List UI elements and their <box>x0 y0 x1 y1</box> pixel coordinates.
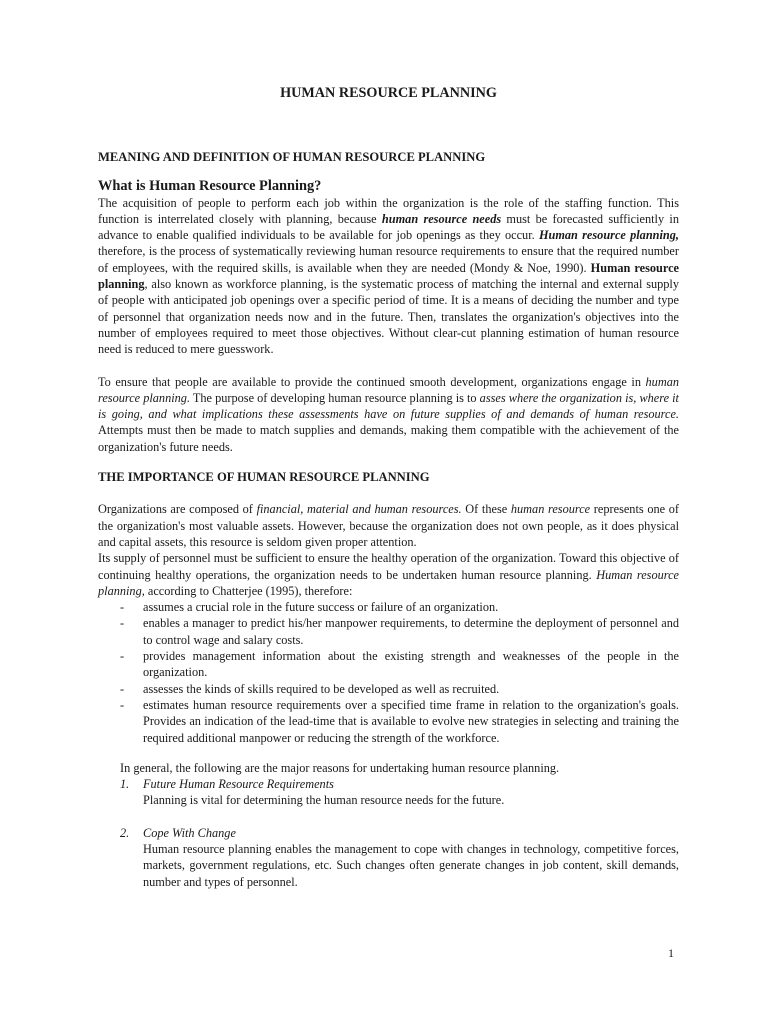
page-number: 1 <box>668 946 674 960</box>
list-item: - assesses the kinds of skills required to be developed as well as recruited. <box>120 681 500 696</box>
paragraph-organizations: Organizations are composed of financial, material and human resources. Of these human resource represents one of the organization's most valuable assets. However, because the organization does not own people, as it does physical and capital assets, this resource is seldom given proper attention. <box>98 502 680 549</box>
reason-title: Cope With Change <box>143 825 236 840</box>
paragraph-supply-of-personnel: Its supply of personnel must be sufficient to ensure the healthy operation of the organization. Toward this objective of continuing healthy operations, the organization needs to be undertaken human resource planning. Human resource planning, according to Chatterjee (1995), therefore: <box>98 551 679 598</box>
list-item: - enables a manager to predict his/her manpower requirements, to determine the deployment of personnel and to control wage and salary costs. <box>120 616 679 647</box>
reason-item-2: 2. Cope With Change Human resource planning enables the management to cope with changes in technology, competitive forces, markets, government regulations, etc. Such changes often generate changes in job content, skill demands, number and types of personnel. <box>120 825 679 889</box>
importance-bullet-list <box>98 599 679 746</box>
list-item: - provides management information about the existing strength and weaknesses of the people in the organization. <box>120 649 679 680</box>
section-heading-meaning: MEANING AND DEFINITION OF HUMAN RESOURCE PLANNING <box>98 150 486 164</box>
reason-body: Human resource planning enables the management to cope with changes in technology, competitive forces, markets, government regulations, etc. Such changes often generate changes in job content, skill demands, number and types of personnel. <box>143 841 679 889</box>
section-heading-importance: THE IMPORTANCE OF HUMAN RESOURCE PLANNING <box>98 470 430 485</box>
list-item: - estimates human resource requirements over a specified time frame in relation to the organization's goals. Provides an indication of the lead-time that is available to evolve new strategies in selecting and training the required additional manpower or reducing the strength of the workforce. <box>120 697 679 745</box>
reason-body: Planning is vital for determining the human resource needs for the future. <box>143 793 505 808</box>
list-item: - assumes a crucial role in the future success or failure of an organization. <box>120 600 499 615</box>
reason-item-1: 1. Future Human Resource Requirements Planning is vital for determining the human resource needs for the future. <box>98 776 679 809</box>
subheading-what-is-hrp: What is Human Resource Planning? <box>98 178 322 195</box>
reasons-intro: In general, the following are the major reasons for undertaking human resource planning. <box>120 760 560 775</box>
page-content <box>98 84 679 890</box>
document-title: HUMAN RESOURCE PLANNING <box>280 85 497 101</box>
paragraph-purpose: To ensure that people are available to provide the continued smooth development, organizations engage in human resource planning. The purpose of developing human resource planning is to asses where the organization is, where it is going, and what implications these assessments have on future supplies of and demands of human resource. Attempts must then be made to match supplies and demands, making them compatible with the achievement of the organization's future needs. <box>98 374 679 454</box>
paragraph-definition: The acquisition of people to perform each job within the organization is the role of the staffing function. This function is interrelated closely with planning, because human resource needs must be forecasted sufficiently in advance to enable qualified individuals to be available for job openings as they occur. Human resource planning, therefore, is the process of systematically reviewing human resource requirements to ensure that the required number of employees, with the required skills, is available when they are needed (Mondy & Noe, 1990). Human resource planning, also known as workforce planning, is the systematic process of matching the internal and external supply of people with anticipated job openings over a specific period of time. It is a means of deciding the number and type of personnel that organization needs now and in the future. Then, translates the organization's objectives into the number of employees required to meet those objectives. Without clear-cut planning estimation of human resource need is reduced to mere guesswork. <box>98 195 679 357</box>
reason-title: Future Human Resource Requirements <box>143 777 334 792</box>
